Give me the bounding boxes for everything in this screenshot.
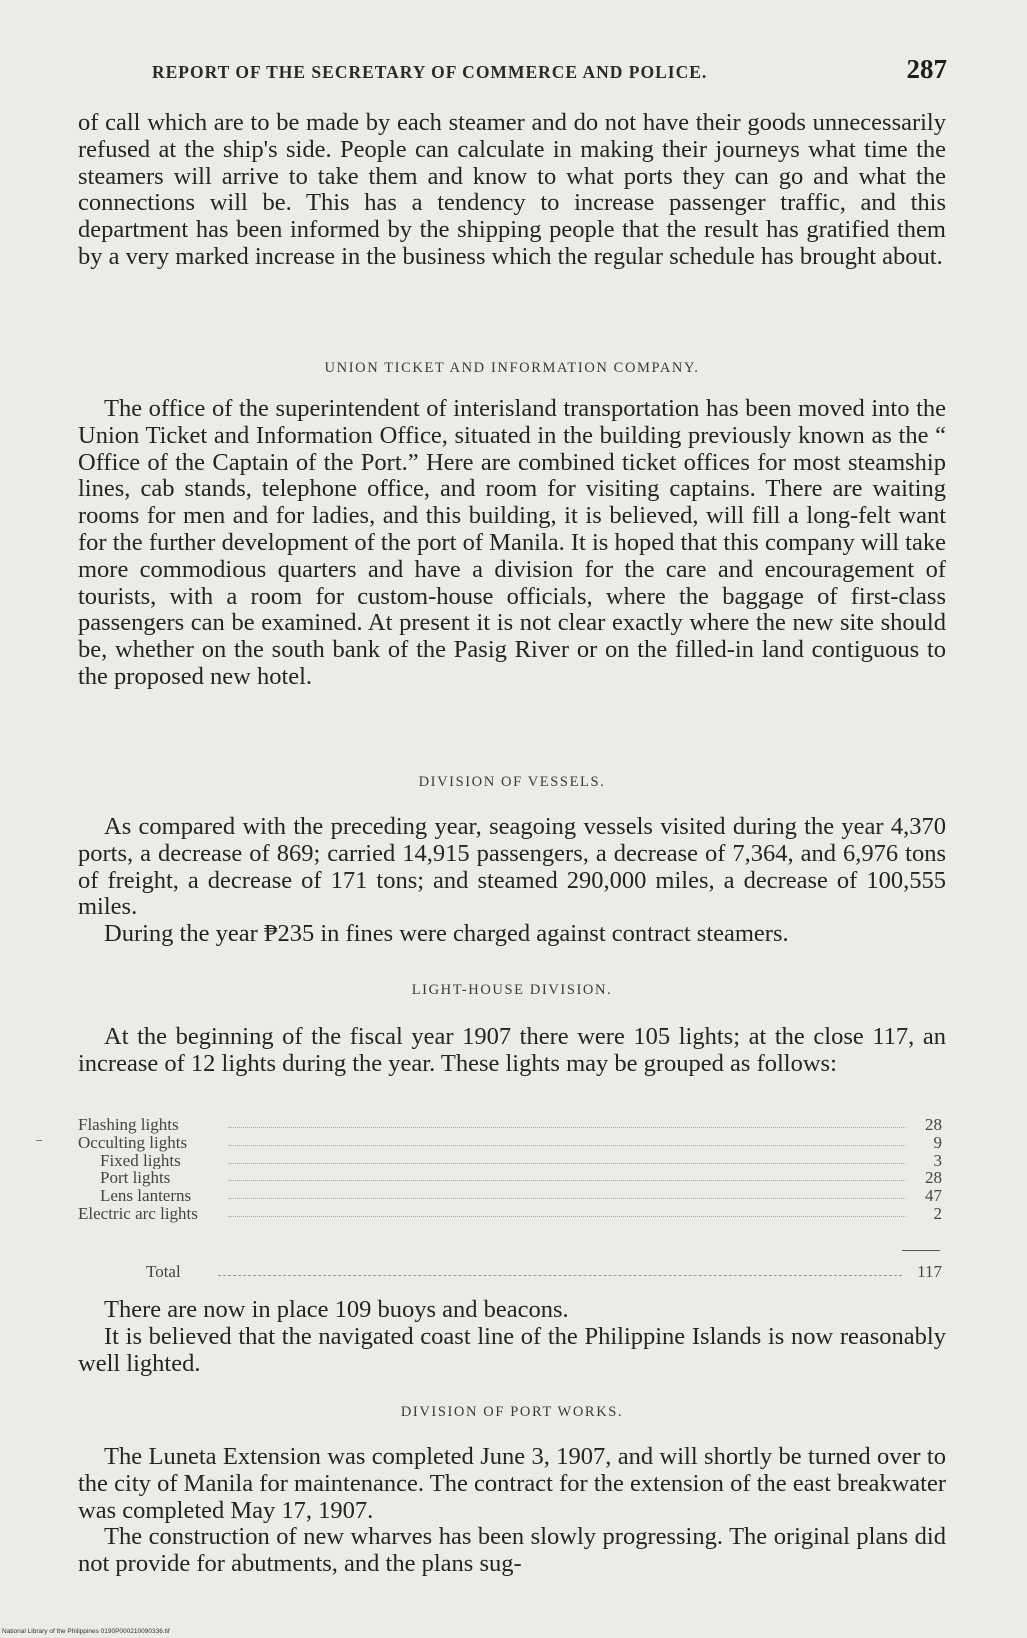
lighthouse-heading: LIGHT-HOUSE DIVISION. — [411, 982, 613, 998]
leader-dots — [218, 1275, 902, 1276]
vessels-paragraph-1: As compared with the preceding year, seagoing vessels visited during the year 4,370 ports, a decrease of 869; carried 14,915 passengers, a decrease of 7,364, and 6,976 tons of freight, a decrease of 171 tons; and steamed 290,000 miles, a decrease of 100,555 miles. — [78, 813, 946, 921]
light-value: 9 — [933, 1132, 942, 1152]
page-number: 287 — [906, 54, 947, 84]
lighthouse-block — [78, 1024, 946, 1078]
light-label: Electric arc lights — [78, 1203, 198, 1223]
intro-paragraph: of call which are to be made by each steamer and do not have their goods unnecessarily refused at the ship's side. People can calculate in making their journeys what time the steamers will arrive to take them and know to what ports they can go and what the connections will be. This has a tendency to increase passenger traffic, and this department has been informed by the shipping people that the result has gratified them by a very marked increase in the business which the regular schedule has brought about. — [78, 109, 946, 270]
vessels-block — [78, 814, 946, 948]
total-row — [78, 1262, 946, 1284]
union-ticket-block — [78, 396, 946, 691]
leader-dots — [228, 1163, 906, 1164]
scan-footer: National Library of the Philippines 0190P000210090336.tif — [2, 1628, 170, 1635]
light-row-lens — [78, 1187, 946, 1205]
light-row-flashing — [78, 1116, 946, 1134]
light-value: 28 — [925, 1168, 942, 1188]
light-row-occulting — [78, 1134, 946, 1152]
lighthouse-paragraph: At the beginning of the fiscal year 1907 there were 105 lights; at the close 117, an increase of 12 lights during the year. These lights may be grouped as follows: — [78, 1023, 946, 1077]
vessels-heading: DIVISION OF VESSELS. — [418, 774, 606, 790]
light-row-fixed — [78, 1152, 946, 1170]
leader-dots — [228, 1180, 906, 1181]
light-value: 2 — [933, 1203, 942, 1223]
union-ticket-paragraph: The office of the superintendent of interisland transportation has been moved into the Union Ticket and Information Office, situated in the building previously known as the “ Office of the Captain of the Port.” Here are combined ticket offices for most steamship lines, cab stands, telephone office, and room for visiting captains. There are waiting rooms for men and for ladies, and this building, it is believed, will fill a long-felt want for the further development of the port of Manila. It is hoped that this company will take more commodious quarters and have a division for the care and encouragement of tourists, with a room for custom-house officials, where the baggage of first-class passengers can be examined. At present it is not clear exactly where the new site should be, whether on the south bank of the Pasig River or on the filled-in land contiguous to the proposed new hotel. — [78, 395, 946, 690]
light-value: 47 — [925, 1186, 942, 1206]
light-label: Lens lanterns — [100, 1186, 192, 1206]
leader-dots — [228, 1216, 906, 1217]
light-value: 3 — [933, 1150, 942, 1170]
light-label: Port lights — [100, 1168, 171, 1188]
light-row-electric — [78, 1205, 946, 1223]
light-label: Flashing lights — [78, 1115, 179, 1134]
leader-dots — [228, 1198, 906, 1199]
port-works-paragraph-1: The Luneta Extension was completed June 3, 1907, and will shortly be turned over to the city of Manila for maintenance. The contract for the extension of the east breakwater was completed May 17, 1907. — [78, 1443, 946, 1524]
port-works-paragraph-2: The construction of new wharves has been slowly progressing. The original plans did not provide for abutments, and the plans sug- — [78, 1523, 946, 1578]
light-row-port — [78, 1169, 946, 1187]
total-label: Total — [146, 1262, 181, 1281]
light-value: 28 — [925, 1115, 942, 1134]
total-rule — [902, 1250, 940, 1251]
leader-dots — [228, 1127, 906, 1128]
running-head: REPORT OF THE SECRETARY OF COMMERCE AND POLICE. — [152, 62, 708, 82]
light-label: Fixed lights — [100, 1150, 181, 1170]
light-label: Occulting lights — [78, 1132, 188, 1152]
margin-mark — [36, 1140, 42, 1141]
port-works-heading: DIVISION OF PORT WORKS. — [400, 1404, 624, 1420]
total-value: 117 — [917, 1262, 942, 1281]
port-works-block — [78, 1444, 946, 1578]
lights-list — [78, 1116, 946, 1223]
intro-block — [78, 110, 946, 271]
lighthouse-paragraph-2: There are now in place 109 buoys and beacons. — [104, 1296, 569, 1323]
lighthouse-paragraph-3: It is believed that the navigated coast line of the Philippine Islands is now reasonably well lighted. — [78, 1322, 946, 1377]
page-header — [152, 50, 947, 90]
lighthouse-closing-block — [78, 1297, 946, 1377]
leader-dots — [228, 1145, 906, 1146]
union-ticket-heading: UNION TICKET AND INFORMATION COMPANY. — [324, 360, 700, 376]
vessels-paragraph-2: During the year ₱235 in fines were charged against contract steamers. — [104, 920, 789, 948]
